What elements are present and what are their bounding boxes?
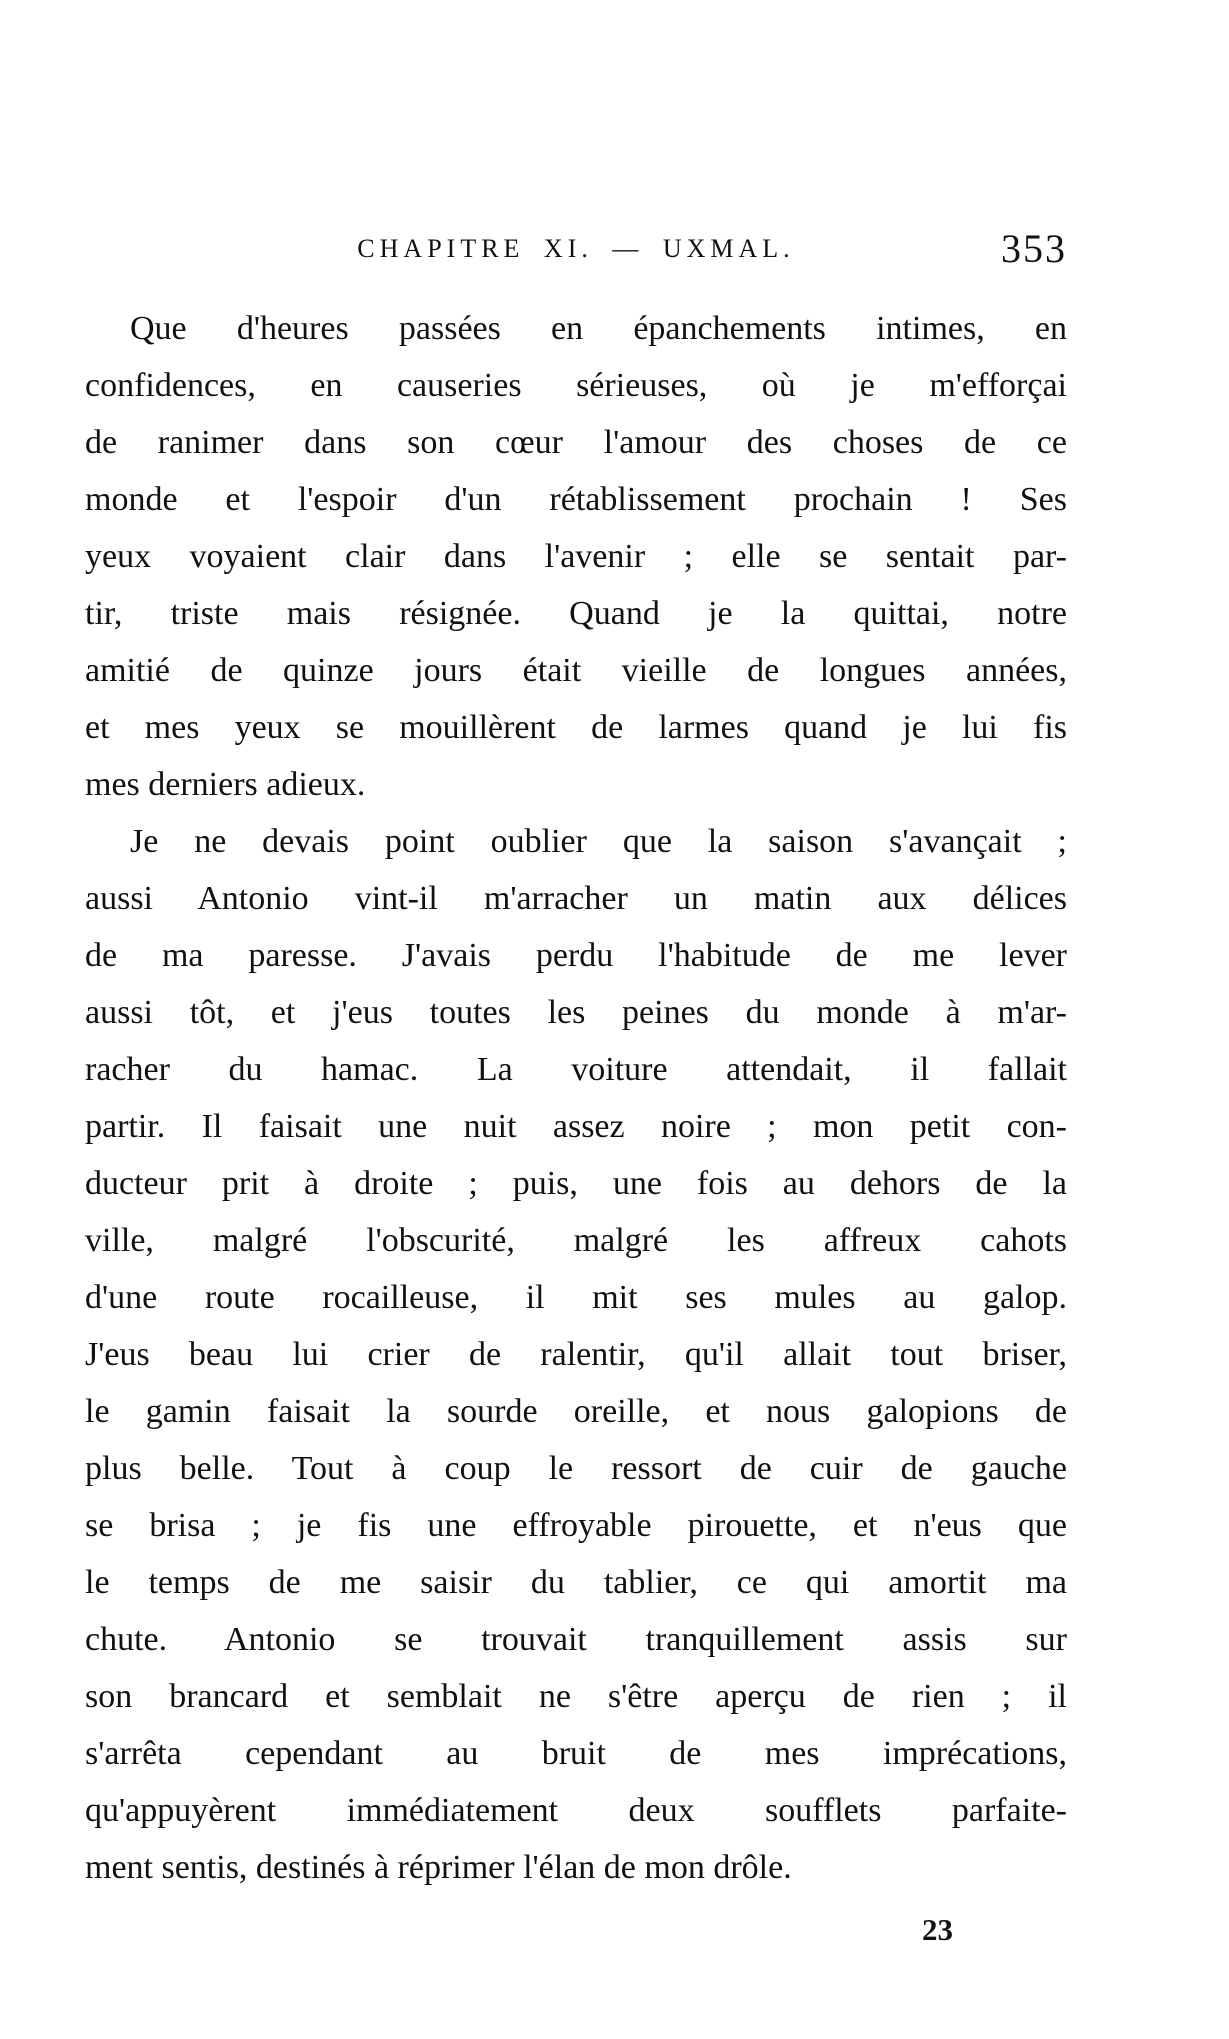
text-line: mes derniers adieux. <box>85 766 366 803</box>
text-line: amitié de quinze jours était vieille de longues années, <box>85 652 1067 689</box>
text-line: J'eus beau lui crier de ralentir, qu'il allait tout briser, <box>85 1336 1067 1373</box>
text-line: son brancard et semblait ne s'être aperçu de rien ; il <box>85 1678 1067 1715</box>
text-line: chute. Antonio se trouvait tranquillement assis sur <box>85 1621 1067 1658</box>
text-line: Que d'heures passées en épanchements intimes, en <box>130 310 1067 347</box>
text-line: de ma paresse. J'avais perdu l'habitude de me lever <box>85 937 1067 974</box>
text-line: de ranimer dans son cœur l'amour des choses de ce <box>85 424 1067 461</box>
text-line: monde et l'espoir d'un rétablissement prochain ! Ses <box>85 481 1067 518</box>
text-line: racher du hamac. La voiture attendait, il fallait <box>85 1051 1067 1088</box>
page-number: 353 <box>1001 226 1067 271</box>
text-line: yeux voyaient clair dans l'avenir ; elle se sentait par- <box>85 538 1067 575</box>
text-line: d'une route rocailleuse, il mit ses mules au galop. <box>85 1279 1067 1316</box>
text-line: ducteur prit à droite ; puis, une fois au dehors de la <box>85 1165 1067 1202</box>
text-line: et mes yeux se mouillèrent de larmes quand je lui fis <box>85 709 1067 746</box>
text-line: qu'appuyèrent immédiatement deux soufflets parfaite- <box>85 1792 1067 1829</box>
text-line: s'arrêta cependant au bruit de mes imprécations, <box>85 1735 1067 1772</box>
paragraph-1 <box>85 300 1067 813</box>
text-line: le gamin faisait la sourde oreille, et nous galopions de <box>85 1393 1067 1430</box>
text-line: plus belle. Tout à coup le ressort de cuir de gauche <box>85 1450 1067 1487</box>
signature-mark: 23 <box>922 1912 953 1947</box>
text-block <box>85 300 1067 1896</box>
running-head <box>85 222 1067 271</box>
text-line: aussi tôt, et j'eus toutes les peines du monde à m'ar- <box>85 994 1067 1031</box>
text-line: aussi Antonio vint-il m'arracher un matin aux délices <box>85 880 1067 917</box>
text-line: se brisa ; je fis une effroyable pirouette, et n'eus que <box>85 1507 1067 1544</box>
text-line: le temps de me saisir du tablier, ce qui amortit ma <box>85 1564 1067 1601</box>
text-line: ville, malgré l'obscurité, malgré les affreux cahots <box>85 1222 1067 1259</box>
text-line: tir, triste mais résignée. Quand je la quittai, notre <box>85 595 1067 632</box>
chapter-title: CHAPITRE XI. — UXMAL. <box>357 234 795 263</box>
text-line: partir. Il faisait une nuit assez noire ; mon petit con- <box>85 1108 1067 1145</box>
text-line: ment sentis, destinés à réprimer l'élan de mon drôle. <box>85 1849 792 1886</box>
paragraph-2 <box>85 813 1067 1896</box>
text-line: Je ne devais point oublier que la saison s'avançait ; <box>130 823 1067 860</box>
text-line: confidences, en causeries sérieuses, où je m'efforçai <box>85 367 1067 404</box>
